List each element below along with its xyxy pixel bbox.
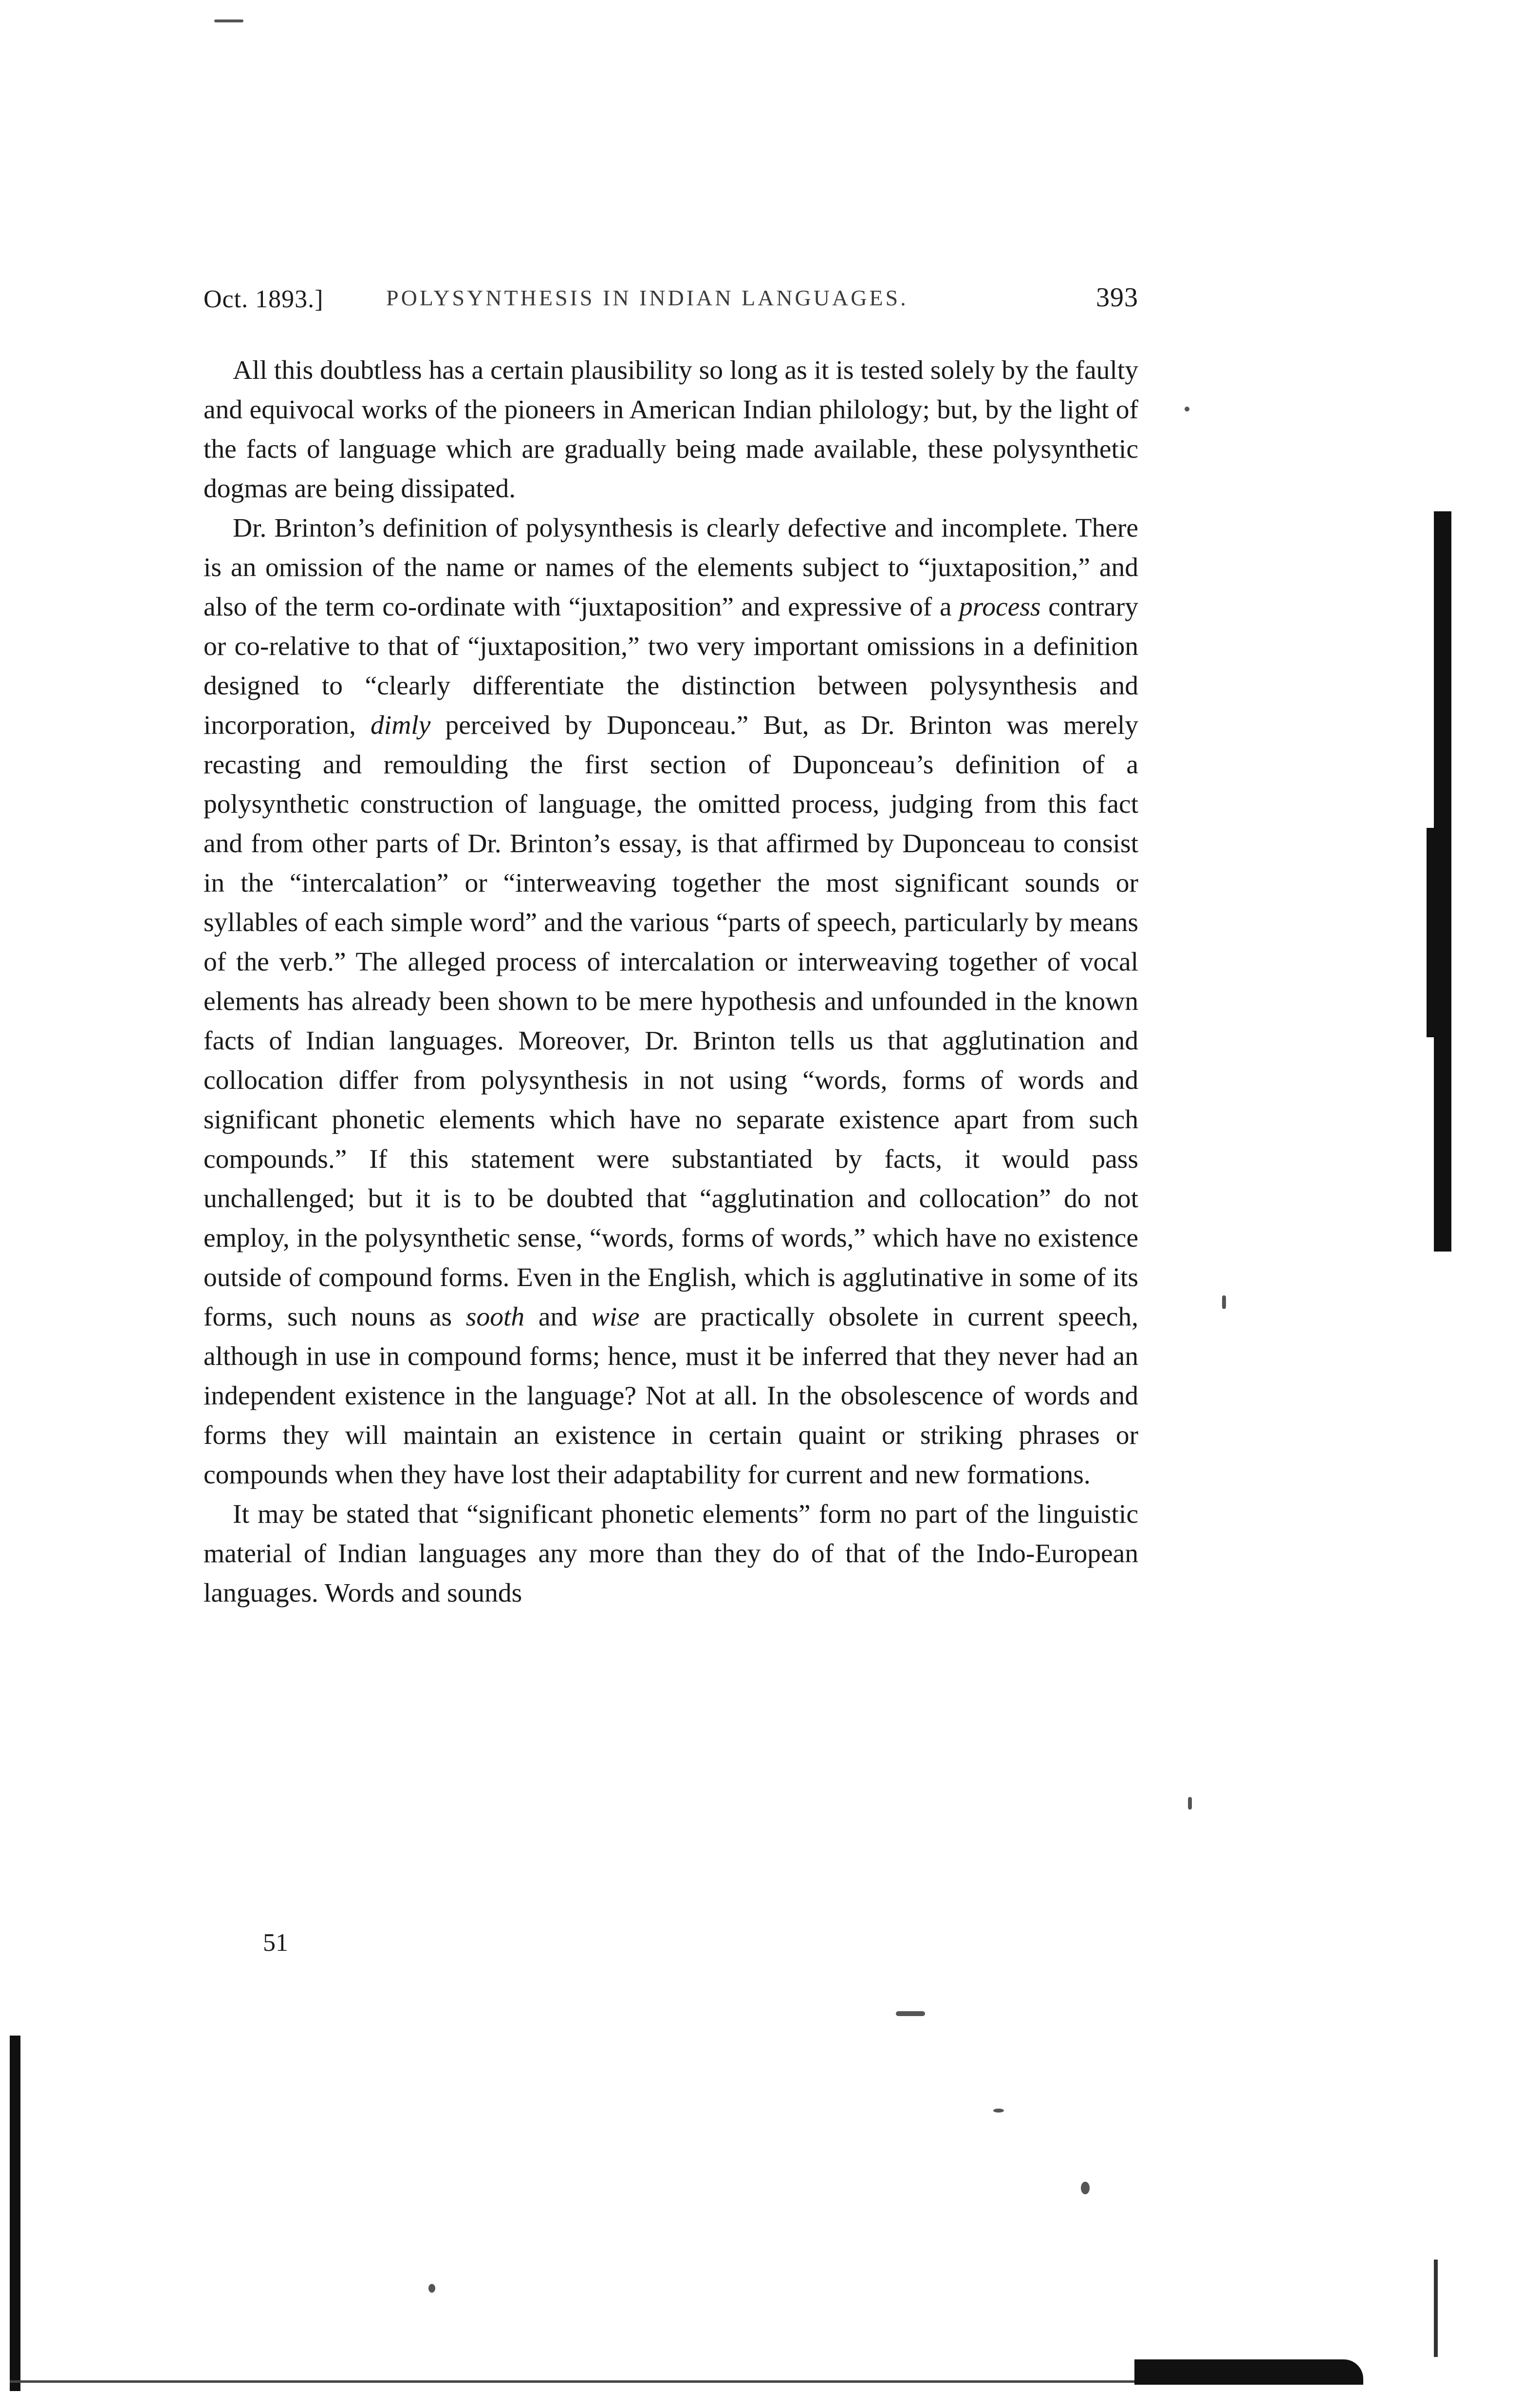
header-date: Oct. 1893.]	[204, 285, 324, 313]
scan-corner-bottom-right	[1134, 2359, 1363, 2385]
scan-speck	[1188, 1797, 1192, 1810]
scan-speck	[1222, 1295, 1226, 1309]
italic-term: process	[959, 592, 1041, 622]
italic-term: dimly	[371, 710, 431, 740]
paragraph	[204, 1495, 1138, 1613]
text-run: It may be stated that “significant phonetic elements” form no part of the linguistic material of Indian languages any more than they do of that of the Indo-European languages. Words and sounds	[204, 1499, 1138, 1608]
body-text	[204, 351, 1138, 1613]
italic-term: wise	[591, 1302, 640, 1332]
scan-speck	[896, 2011, 925, 2016]
scan-speck	[214, 19, 243, 22]
scan-edge-bottom	[10, 2380, 1276, 2383]
text-run: All this doubtless has a certain plausibility so long as it is tested solely by the faulty and equivocal works of the pioneers in American Indian philology; but, by the light of the facts of language which are gradually being made available, these polysynthetic dogmas are being dissipated.	[204, 355, 1138, 504]
scan-edge-left-bottom	[10, 2036, 20, 2391]
page-number: 393	[1096, 282, 1138, 313]
paragraph	[204, 508, 1138, 1495]
scan-speck	[1081, 2182, 1090, 2194]
scan-edge-right-top	[1434, 511, 1451, 1252]
text-run: are practically obsolete in current speech, although in use in compound forms; hence, must it be inferred that they never had an independent existence in the language? Not at all. In the obsolescence of words and forms they will maintain an existence in certain quaint or striking phrases or compounds when they have lost their adaptability for current and new formations.	[204, 1302, 1139, 1490]
scan-edge-right-mid	[1427, 828, 1434, 1037]
scan-speck	[1185, 407, 1189, 411]
scan-speck	[993, 2109, 1004, 2113]
text-run: and	[524, 1302, 592, 1332]
text-run: perceived by Duponceau.” But, as Dr. Brinton was merely recasting and remoulding the first section of Duponceau’s definition of a polysynthetic construction of language, the omitted process, judging from this fact and from other parts of Dr. Brinton’s essay, is that affirmed by Duponceau to consist in the “intercalation” or “interweaving together the most significant sounds or syllables of each simple word” and the various “parts of speech, particularly by means of the verb.” The alleged process of intercalation or interweaving together of vocal elements has already been shown to be mere hypothesis and unfounded in the known facts of Indian languages. Moreover, Dr. Brinton tells us that agglutination and collocation differ from polysynthesis in not using “words, forms of words and significant phonetic elements which have no separate existence apart from such compounds.” If this statement were substantiated by facts, it would pass unchallenged; but it is to be doubted that “agglutination and collocation” do not employ, in the polysynthetic sense, “words, forms of words,” which have no existence outside of compound forms. Even in the English, which is agglutinative in some of its forms, such nouns as	[204, 710, 1138, 1332]
text-run: Dr. Brinton’s definition of polysynthesis is clearly defective and incomplete. There is an omission of the name or names of the elements subject to “juxtaposition,” and also of the term co-ordinate with “juxtaposition” and expressive of a	[204, 513, 1138, 622]
scan-speck	[428, 2284, 435, 2293]
running-head	[204, 282, 1138, 324]
scan-edge-right-low	[1434, 2260, 1438, 2357]
header-title: POLYSYNTHESIS IN INDIAN LANGUAGES.	[386, 285, 909, 310]
signature-mark: 51	[263, 1929, 288, 1957]
paragraph	[204, 351, 1138, 508]
italic-term: sooth	[465, 1302, 525, 1332]
text-run: contrary or co-relative to that of “juxtaposition,” two very important omissions in a definition designed to “clearly differentiate the distinction between polysynthesis and incorporation,	[204, 592, 1138, 740]
